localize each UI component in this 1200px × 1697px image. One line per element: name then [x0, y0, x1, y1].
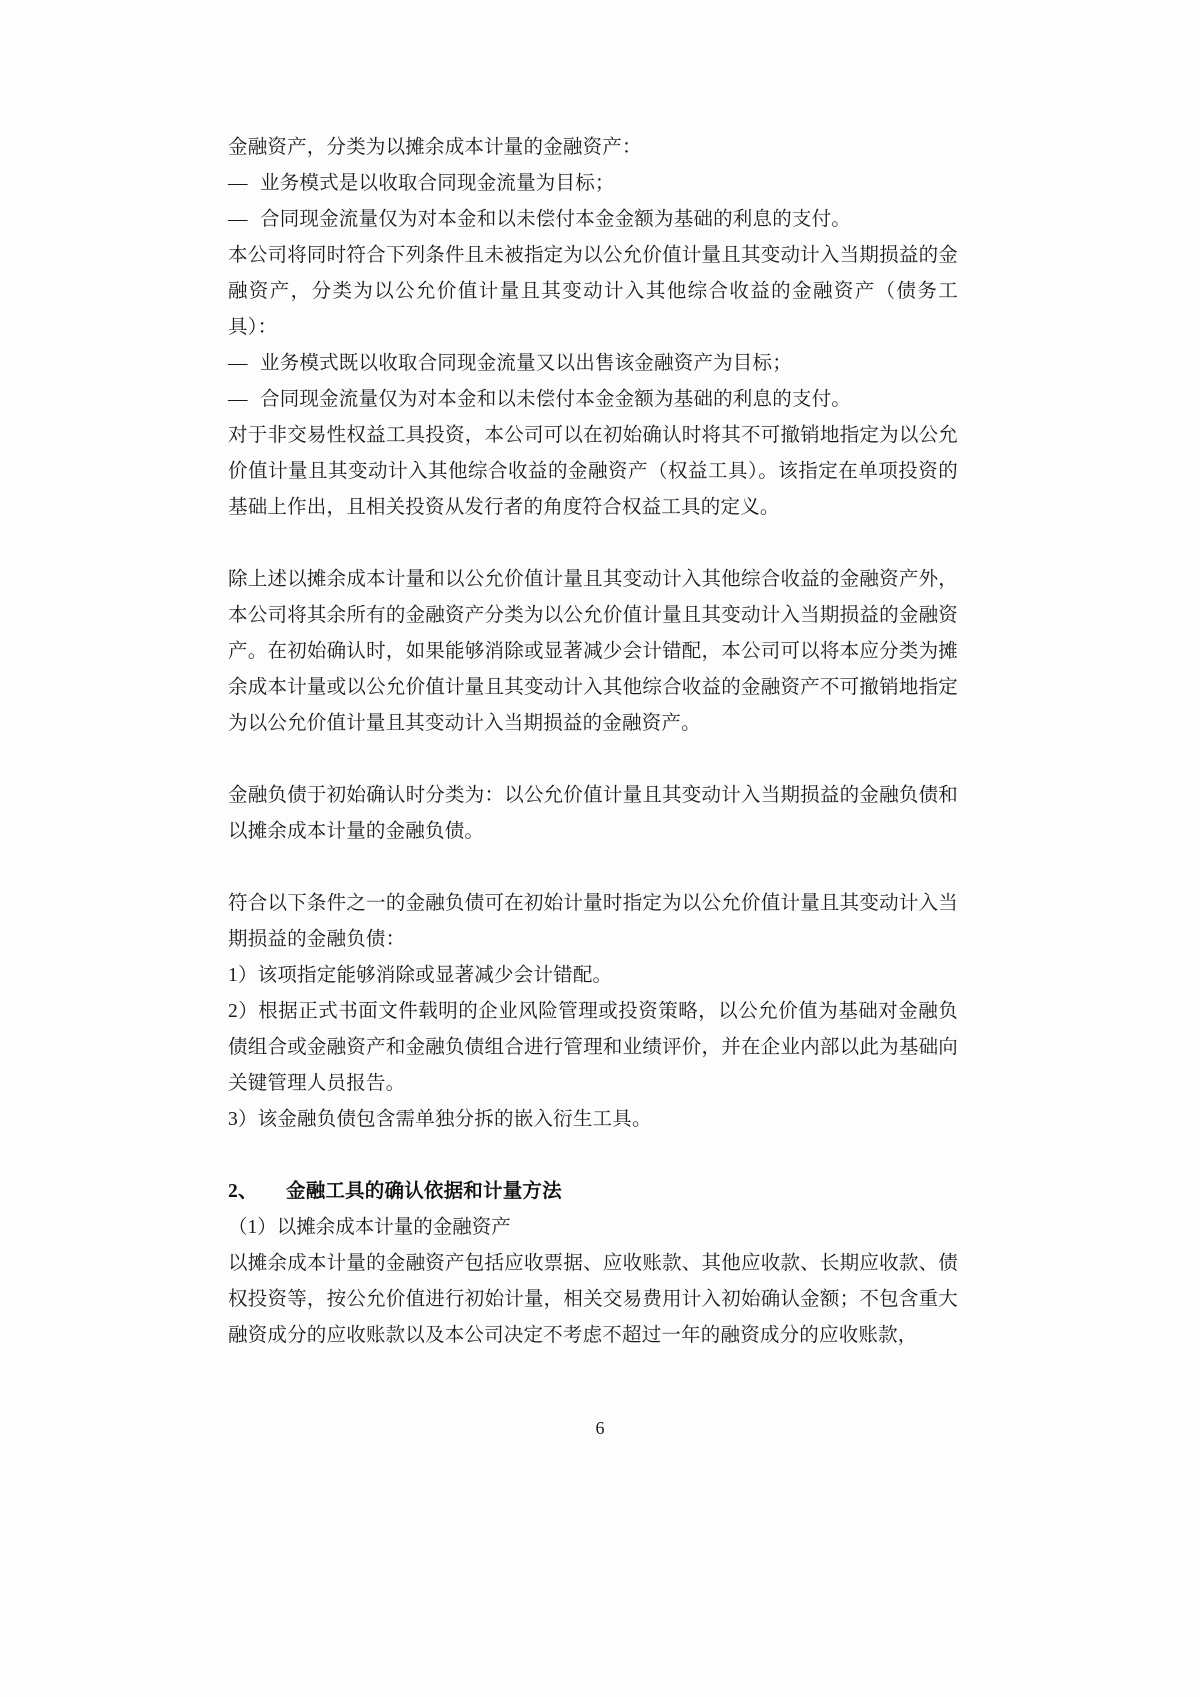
section-heading [228, 1174, 958, 1210]
page-number: 6 [595, 1418, 605, 1438]
paragraph-spacer [228, 742, 958, 778]
paragraph-amortized-cost-assets-body: 以摊余成本计量的金融资产包括应收票据、应收账款、其他应收款、长期应收款、债权投资等，按公允价值进行初始计量，相关交易费用计入初始确认金额；不包含重大融资成分的应收账款以及本公司决定不考虑不超过一年的融资成分的应收账款， [228, 1253, 958, 1346]
page-content [228, 130, 958, 1354]
dash-bullet-icon: — [228, 209, 248, 230]
bullet-text: 业务模式既以收取合同现金流量又以出售该金融资产为目标； [260, 353, 792, 374]
list-item-2: 2）根据正式书面文件载明的企业风险管理或投资策略，以公允价值为基础对金融负债组合或金融资产和金融负债组合进行管理和业绩评价，并在企业内部以此为基础向关键管理人员报告。 [228, 1001, 958, 1094]
paragraph-spacer [228, 526, 958, 562]
bullet-cashflow-principal-interest-2 [228, 382, 958, 418]
dash-bullet-icon: — [228, 353, 248, 374]
paragraph-equity-instruments-designation: 对于非交易性权益工具投资，本公司可以在初始确认时将其不可撤销地指定为以公允价值计量且其变动计入其他综合收益的金融资产（权益工具）。该指定在单项投资的基础上作出，且相关投资从发行者的角度符合权益工具的定义。 [228, 425, 958, 518]
bullet-business-model-collect [228, 166, 958, 202]
paragraph-financial-liabilities-classification: 金融负债于初始确认时分类为：以公允价值计量且其变动计入当期损益的金融负债和以摊余成本计量的金融负债。 [228, 785, 958, 842]
list-item-3: 3）该金融负债包含需单独分拆的嵌入衍生工具。 [228, 1109, 652, 1130]
bullet-business-model-collect-and-sell [228, 346, 958, 382]
paragraph-liability-designation-conditions: 符合以下条件之一的金融负债可在初始计量时指定为以公允价值计量且其变动计入当期损益的金融负债： [228, 893, 958, 950]
bullet-text: 合同现金流量仅为对本金和以未偿付本金金额为基础的利息的支付。 [260, 209, 852, 230]
bullet-cashflow-principal-interest [228, 202, 958, 238]
subsection-heading: （1）以摊余成本计量的金融资产 [228, 1217, 511, 1238]
paragraph-fvtpl-residual-classification: 除上述以摊余成本计量和以公允价值计量且其变动计入其他综合收益的金融资产外，本公司将其余所有的金融资产分类为以公允价值计量且其变动计入当期损益的金融资产。在初始确认时，如果能够消除或显著减少会计错配，本公司可以将本应分类为摊余成本计量或以公允价值计量且其变动计入其他综合收益的金融资产不可撤销地指定为以公允价值计量且其变动计入当期损益的金融资产。 [228, 569, 958, 734]
section-title: 金融工具的确认依据和计量方法 [286, 1181, 562, 1202]
bullet-text: 合同现金流量仅为对本金和以未偿付本金金额为基础的利息的支付。 [260, 389, 852, 410]
paragraph-spacer [228, 850, 958, 886]
section-number: 2、 [228, 1181, 258, 1202]
bullet-text: 业务模式是以收取合同现金流量为目标； [260, 173, 615, 194]
dash-bullet-icon: — [228, 173, 248, 194]
paragraph-classification-amortized-cost: 金融资产，分类为以摊余成本计量的金融资产： [228, 137, 642, 158]
section-spacer [228, 1138, 958, 1174]
list-item-1: 1）该项指定能够消除或显著减少会计错配。 [228, 965, 613, 986]
dash-bullet-icon: — [228, 389, 248, 410]
paragraph-fvoci-debt-instruments: 本公司将同时符合下列条件且未被指定为以公允价值计量且其变动计入当期损益的金融资产，分类为以公允价值计量且其变动计入其他综合收益的金融资产（债务工具）： [228, 245, 958, 338]
